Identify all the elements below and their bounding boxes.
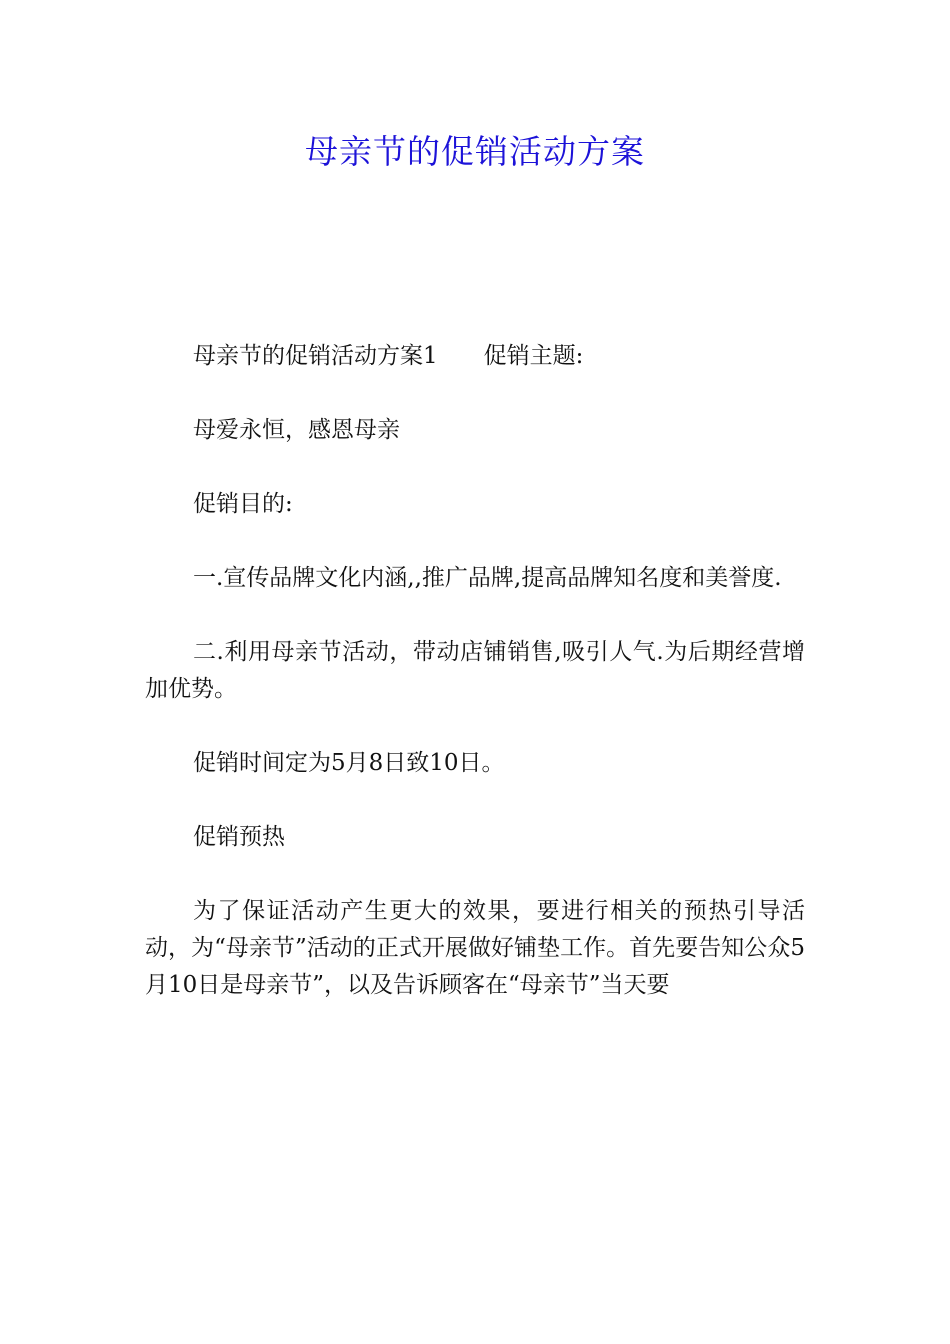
document-title: 母亲节的促销活动方案 xyxy=(305,132,645,171)
paragraph-purpose-heading: 促销目的: xyxy=(193,491,293,517)
paragraph-purpose-two: 二.利用母亲节活动，带动店铺销售,吸引人气.为后期经营增加优势。 xyxy=(145,639,805,702)
document-body xyxy=(145,338,805,1041)
promotion-theme-label: 促销主题: xyxy=(483,343,584,369)
paragraph-purpose-one: 一.宣传品牌文化内涵,,推广品牌,提高品牌知名度和美誉度. xyxy=(193,565,782,591)
paragraph-plan-heading xyxy=(145,338,805,375)
paragraph-preheat-heading: 促销预热 xyxy=(193,824,285,850)
paragraph-preheat-body: 为了保证活动产生更大的效果，要进行相关的预热引导活动，为“母亲节”活动的正式开展做好铺垫工作。首先要告知公众5月10日是母亲节”，以及告诉顾客在“母亲节”当天要 xyxy=(145,898,805,998)
plan-number-label: 母亲节的促销活动方案1 xyxy=(193,343,438,369)
paragraph-theme: 母爱永恒，感恩母亲 xyxy=(193,417,400,443)
paragraph-promotion-time: 促销时间定为5月8日致10日。 xyxy=(193,750,505,776)
